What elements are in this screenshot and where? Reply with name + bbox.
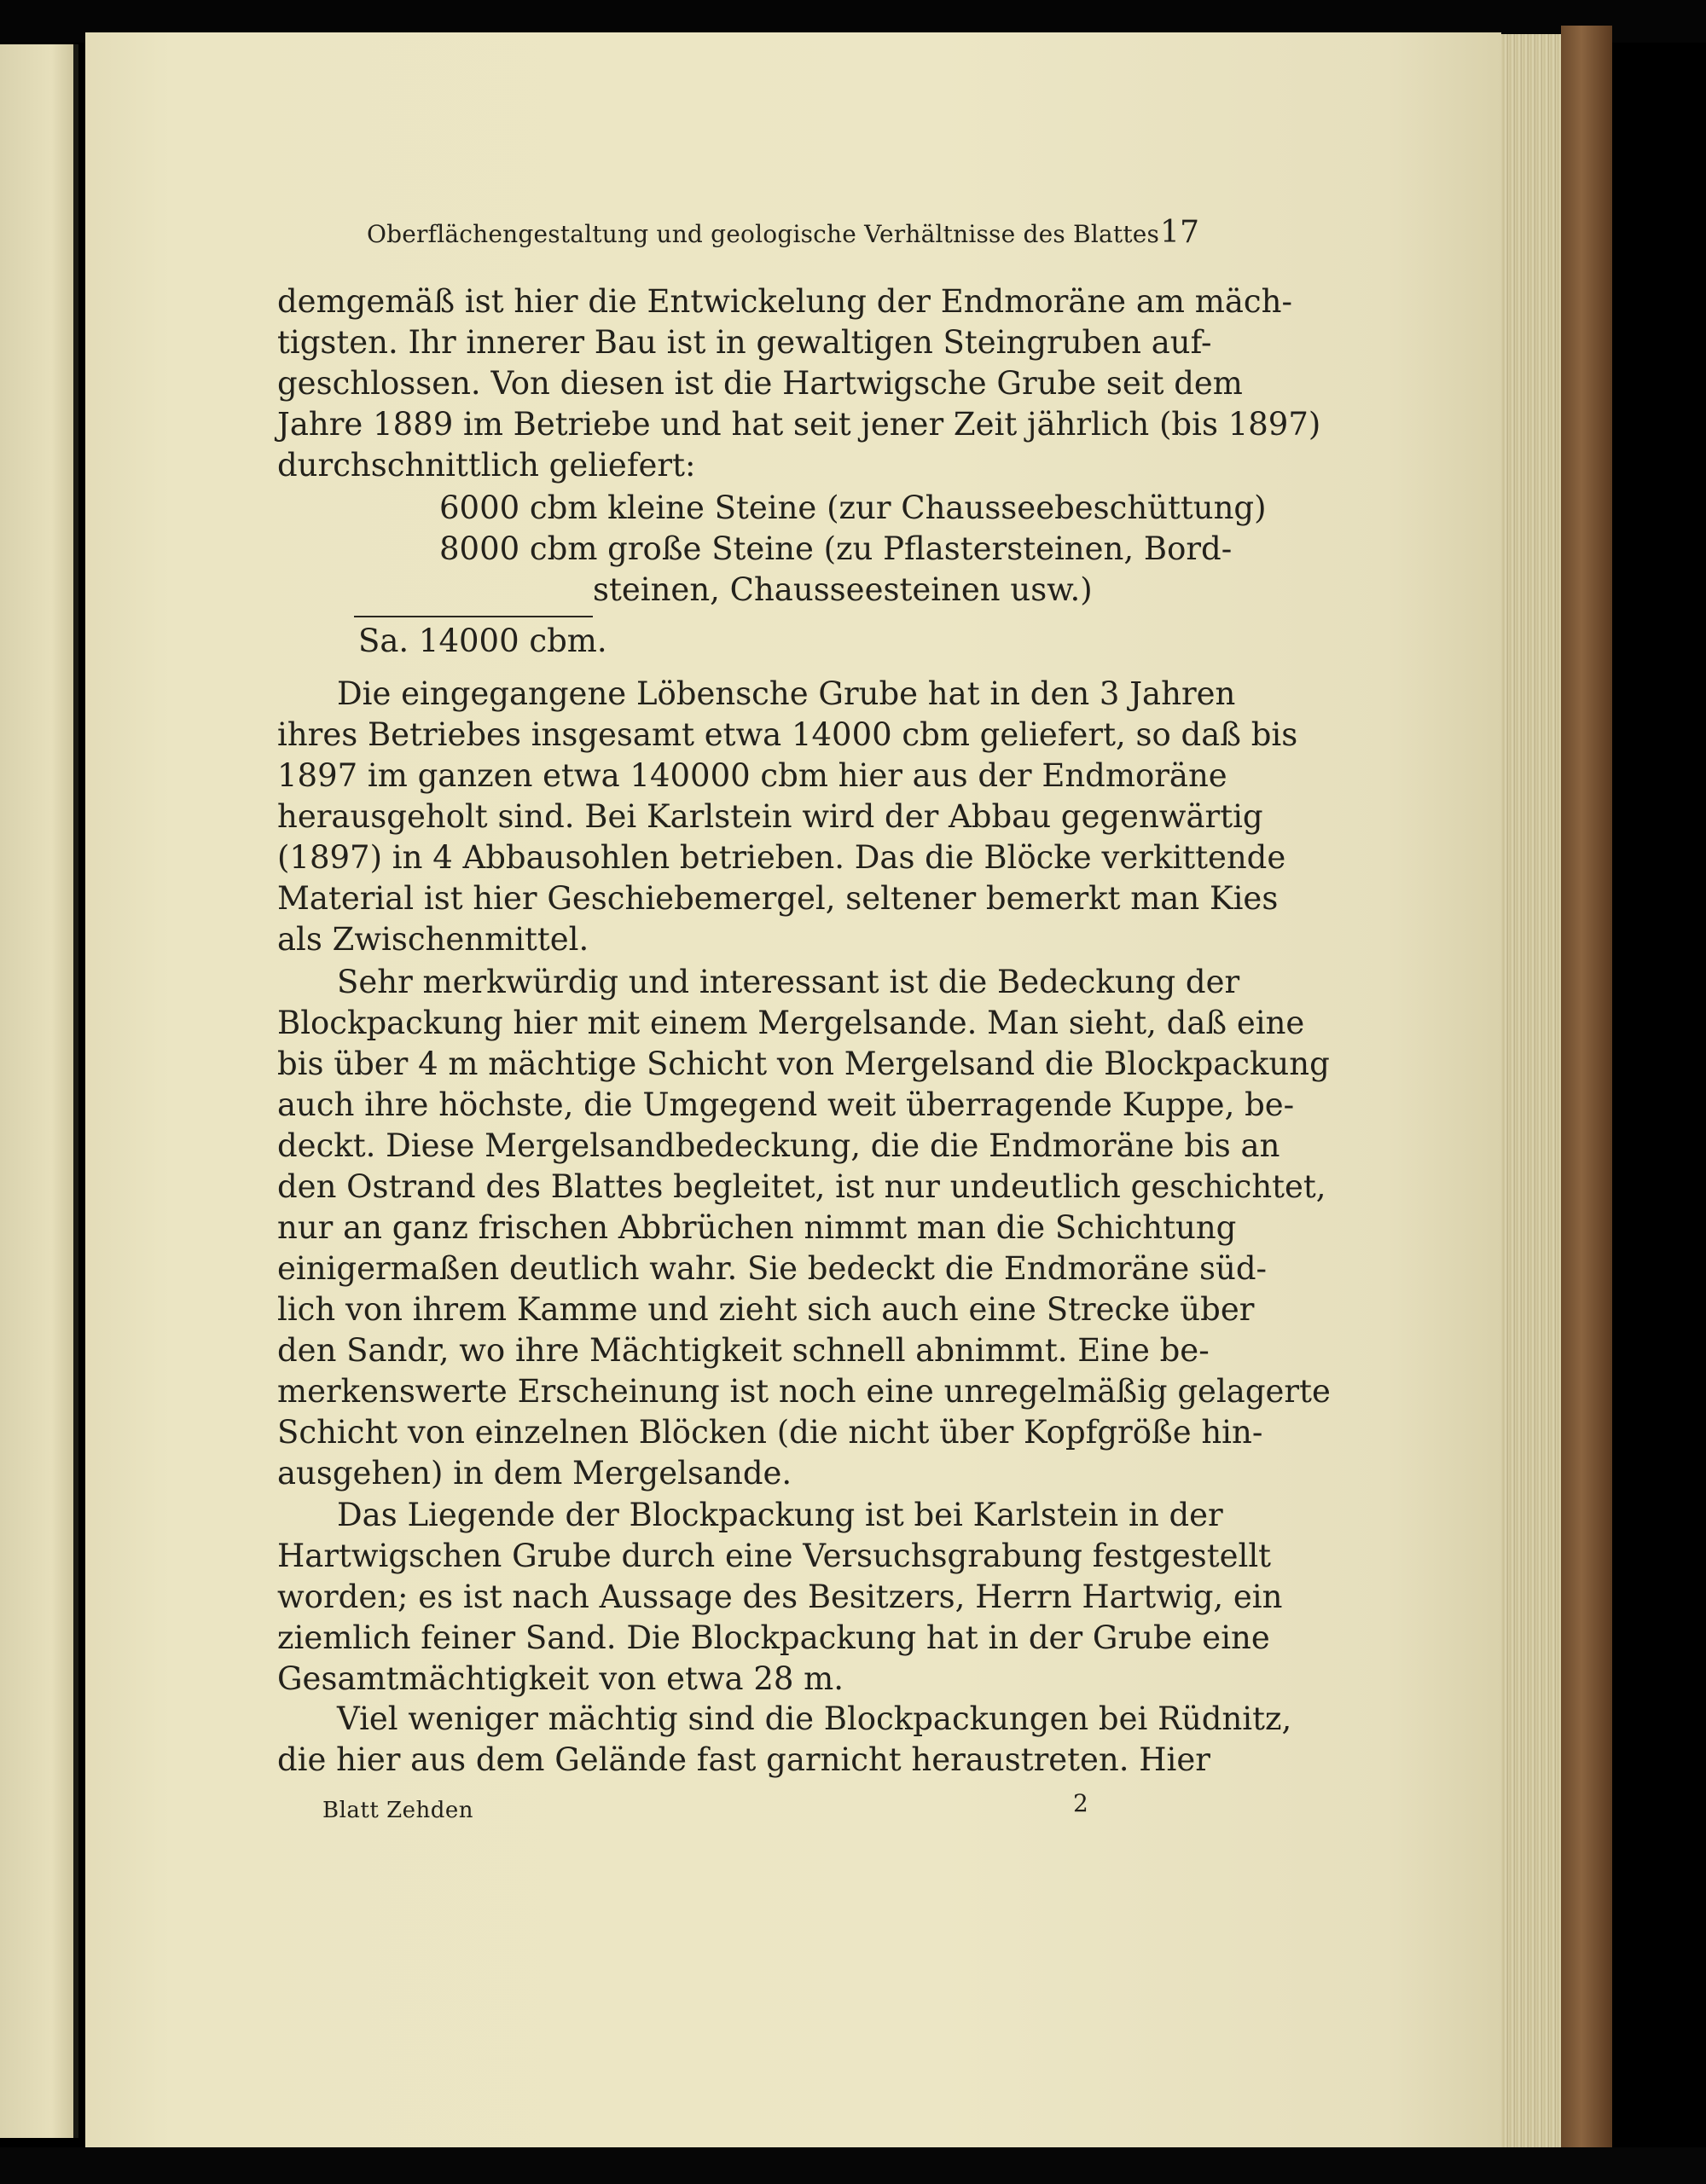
delivery-line-continuation: steinen, Chausseesteinen usw.) <box>593 571 1093 608</box>
text-line: Blockpackung hier mit einem Mergelsande. Man sieht, daß eine <box>277 1005 1305 1041</box>
text-line: ausgehen) in dem Mergelsande. <box>277 1455 792 1492</box>
text-line: tigsten. Ihr innerer Bau ist in gewaltigen Steingruben auf- <box>277 324 1212 361</box>
running-header-title: Oberflächengestaltung und geologische Verhältnisse des Blattes <box>367 220 1160 248</box>
page-stack-edges <box>1501 34 1561 2149</box>
text-line: bis über 4 m mächtige Schicht von Mergelsand die Blockpackung <box>277 1046 1330 1082</box>
text-line: durchschnittlich geliefert: <box>277 447 696 484</box>
delivery-sum: Sa. 14000 cbm. <box>358 623 607 659</box>
text-line: nur an ganz frischen Abbrüchen nimmt man die Schichtung <box>277 1209 1237 1246</box>
text-line: ziemlich feiner Sand. Die Blockpackung hat in der Grube eine <box>277 1619 1270 1656</box>
text-line: demgemäß ist hier die Entwickelung der Endmoräne am mäch- <box>277 283 1292 320</box>
text-line: 1897 im ganzen etwa 140000 cbm hier aus der Endmoräne <box>277 757 1227 794</box>
text-line: Viel weniger mächtig sind die Blockpackungen bei Rüdnitz, <box>337 1700 1292 1737</box>
delivery-line-small-stones: 6000 cbm kleine Steine (zur Chausseebeschüttung) <box>439 490 1267 526</box>
text-line: den Sandr, wo ihre Mächtigkeit schnell abnimmt. Eine be- <box>277 1332 1210 1369</box>
text-line: herausgeholt sind. Bei Karlstein wird der Abbau gegenwärtig <box>277 798 1263 835</box>
book-cover-edge <box>1561 26 1612 2158</box>
text-line: deckt. Diese Mergelsandbedeckung, die die Endmoräne bis an <box>277 1127 1280 1164</box>
text-line: worden; es ist nach Aussage des Besitzers, Herrn Hartwig, ein <box>277 1579 1283 1615</box>
sheet-name-footer: Blatt Zehden <box>322 1798 474 1823</box>
text-line: lich von ihrem Kamme und zieht sich auch eine Strecke über <box>277 1291 1255 1328</box>
text-line: Sehr merkwürdig und interessant ist die Bedeckung der <box>337 964 1240 1000</box>
signature-mark: 2 <box>1073 1789 1088 1817</box>
delivery-line-large-stones: 8000 cbm große Steine (zu Pflastersteinen, Bord- <box>439 530 1233 567</box>
text-line: (1897) in 4 Abbausohlen betrieben. Das die Blöcke verkittende <box>277 839 1286 876</box>
text-line: Gesamtmächtigkeit von etwa 28 m. <box>277 1660 844 1697</box>
text-line: geschlossen. Von diesen ist die Hartwigsche Grube seit dem <box>277 365 1243 402</box>
scan-bottom-border <box>0 2147 1706 2184</box>
text-line: die hier aus dem Gelände fast garnicht heraustreten. Hier <box>277 1741 1210 1778</box>
text-line: den Ostrand des Blattes begleitet, ist nur undeutlich geschichtet, <box>277 1168 1326 1205</box>
text-line: Hartwigschen Grube durch eine Versuchsgrabung festgestellt <box>277 1538 1272 1574</box>
page-number: 17 <box>1160 215 1200 250</box>
text-line: Schicht von einzelnen Blöcken (die nicht über Kopfgröße hin- <box>277 1414 1263 1451</box>
paragraph-1 <box>277 281 1321 486</box>
text-line: merkenswerte Erscheinung ist noch eine unregelmäßig gelagerte <box>277 1373 1331 1410</box>
text-line: auch ihre höchste, die Umgegend weit überragende Kuppe, be- <box>277 1086 1295 1123</box>
text-line: Das Liegende der Blockpackung ist bei Karlstein in der <box>337 1497 1223 1533</box>
text-line: ihres Betriebes insgesamt etwa 14000 cbm geliefert, so daß bis <box>277 716 1298 753</box>
delivery-list <box>439 488 1267 611</box>
paragraph-5 <box>277 1699 1292 1781</box>
paragraph-3 <box>277 962 1331 1494</box>
running-header <box>367 215 1200 254</box>
text-line: einigermaßen deutlich wahr. Sie bedeckt die Endmoräne süd- <box>277 1250 1268 1287</box>
text-line: Jahre 1889 im Betriebe und hat seit jener Zeit jährlich (bis 1897) <box>277 406 1321 443</box>
text-line: als Zwischenmittel. <box>277 921 589 958</box>
sum-divider <box>354 616 593 617</box>
text-line: Die eingegangene Löbensche Grube hat in den 3 Jahren <box>337 675 1236 712</box>
paragraph-2 <box>277 674 1298 960</box>
paragraph-4 <box>277 1495 1283 1700</box>
text-line: Material ist hier Geschiebemergel, seltener bemerkt man Kies <box>277 880 1279 917</box>
left-page-edge <box>0 44 78 2138</box>
